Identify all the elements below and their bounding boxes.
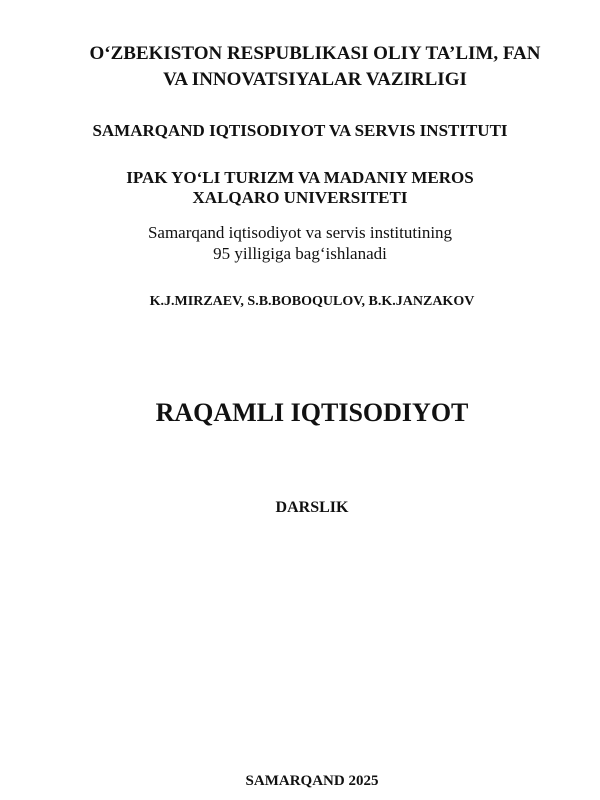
document-type: DARSLIK — [275, 499, 349, 516]
dedication-line-2: 95 yilligiga bag‘ishlanadi — [213, 244, 387, 263]
university-name-line-1: IPAK YO‘LI TURIZM VA MADANIY MEROS — [126, 168, 474, 187]
institute-name: SAMARQAND IQTISODIYOT VA SERVIS INSTITUTI — [92, 121, 508, 140]
authors: K.J.MIRZAEV, S.B.BOBOQULOV, B.K.JANZAKOV — [149, 294, 475, 309]
dedication-line-1: Samarqand iqtisodiyot va servis institutining — [147, 223, 453, 242]
university-name-line-2: XALQARO UNIVERSITETI — [192, 188, 408, 207]
city-year: SAMARQAND 2025 — [245, 773, 379, 789]
ministry-name-line-2: VA INNOVATSIYALAR VAZIRLIGI — [163, 69, 467, 90]
ministry-name-line-1: O‘ZBEKISTON RESPUBLIKASI OLIY TA’LIM, FAN — [89, 43, 541, 64]
book-title: RAQAMLI IQTISODIYOT — [155, 398, 469, 427]
